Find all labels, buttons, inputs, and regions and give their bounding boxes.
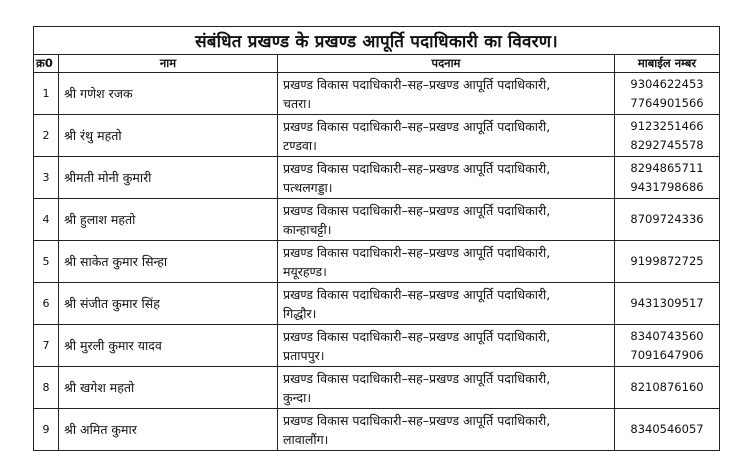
serial-number: 5: [34, 241, 59, 283]
block-name: चतरा।: [283, 95, 312, 111]
mobile-number-primary: 8340743560: [630, 328, 704, 343]
mobile-numbers: [615, 241, 720, 283]
block-name: लावालौंग।: [283, 431, 329, 447]
serial-number: 3: [34, 157, 59, 199]
designation-title: प्रखण्ड विकास पदाधिकारी–सह–प्रखण्ड आपूर्ति पदाधिकारी,: [283, 76, 551, 92]
mobile-number-secondary: 7091647906: [630, 347, 704, 362]
mobile-number-secondary: 8292745578: [630, 137, 704, 152]
block-name: टण्डवा।: [283, 137, 317, 153]
officer-table: [33, 26, 720, 451]
mobile-number-primary: 9431309517: [630, 296, 704, 310]
designation: [278, 199, 615, 241]
table-row: [34, 367, 720, 409]
officer-name: श्री रंथु महतो: [59, 115, 278, 157]
designation-title: प्रखण्ड विकास पदाधिकारी–सह–प्रखण्ड आपूर्ति पदाधिकारी,: [283, 328, 551, 344]
officer-name: श्री हुलाश महतो: [59, 199, 278, 241]
designation-title: प्रखण्ड विकास पदाधिकारी–सह–प्रखण्ड आपूर्ति पदाधिकारी,: [283, 202, 551, 218]
mobile-numbers: [615, 199, 720, 241]
designation: [278, 157, 615, 199]
serial-number: 9: [34, 409, 59, 451]
designation-title: प्रखण्ड विकास पदाधिकारी–सह–प्रखण्ड आपूर्ति पदाधिकारी,: [283, 370, 551, 386]
mobile-numbers: [615, 115, 720, 157]
mobile-number-primary: 8709724336: [630, 212, 704, 226]
table-row: [34, 283, 720, 325]
serial-number: 6: [34, 283, 59, 325]
serial-number: 4: [34, 199, 59, 241]
officer-details-document: [33, 26, 719, 451]
designation: [278, 325, 615, 367]
mobile-number-primary: 8294865711: [630, 160, 704, 175]
mobile-numbers: [615, 73, 720, 115]
designation-title: प्रखण्ड विकास पदाधिकारी–सह–प्रखण्ड आपूर्ति पदाधिकारी,: [283, 118, 551, 134]
serial-number: 1: [34, 73, 59, 115]
mobile-numbers: [615, 325, 720, 367]
officer-name: श्री मुरली कुमार यादव: [59, 325, 278, 367]
designation: [278, 115, 615, 157]
designation-title: प्रखण्ड विकास पदाधिकारी–सह–प्रखण्ड आपूर्ति पदाधिकारी,: [283, 412, 551, 428]
header-mobile: माबाईल नम्बर: [615, 55, 720, 73]
mobile-numbers: [615, 283, 720, 325]
mobile-number-secondary: 7764901566: [630, 95, 704, 110]
officer-name: श्री साकेत कुमार सिन्हा: [59, 241, 278, 283]
designation: [278, 409, 615, 451]
officer-name: श्री संजीत कुमार सिंह: [59, 283, 278, 325]
table-row: [34, 199, 720, 241]
block-name: कान्हाचट्टी।: [283, 221, 332, 237]
table-title: संबंधित प्रखण्ड के प्रखण्ड आपूर्ति पदाधिकारी का विवरण।: [34, 27, 720, 55]
mobile-number-secondary: 9431798686: [630, 179, 704, 194]
table-row: [34, 73, 720, 115]
designation: [278, 283, 615, 325]
table-body: [34, 73, 720, 451]
serial-number: 8: [34, 367, 59, 409]
officer-name: श्री गणेश रजक: [59, 73, 278, 115]
table-row: [34, 157, 720, 199]
designation-title: प्रखण्ड विकास पदाधिकारी–सह–प्रखण्ड आपूर्ति पदाधिकारी,: [283, 160, 551, 176]
designation-title: प्रखण्ड विकास पदाधिकारी–सह–प्रखण्ड आपूर्ति पदाधिकारी,: [283, 244, 551, 260]
mobile-number-primary: 9199872725: [630, 254, 704, 268]
header-row: [34, 55, 720, 73]
mobile-number-primary: 9123251466: [630, 118, 704, 133]
header-designation: पदनाम: [278, 55, 615, 73]
mobile-number-primary: 8210876160: [630, 380, 704, 394]
header-name: नाम: [59, 55, 278, 73]
designation: [278, 73, 615, 115]
block-name: मयूरहण्ड।: [283, 263, 327, 279]
mobile-numbers: [615, 367, 720, 409]
designation: [278, 367, 615, 409]
designation: [278, 241, 615, 283]
mobile-number-primary: 8340546057: [630, 422, 704, 436]
table-row: [34, 325, 720, 367]
officer-name: श्री खगेश महतो: [59, 367, 278, 409]
officer-name: श्री अमित कुमार: [59, 409, 278, 451]
mobile-numbers: [615, 157, 720, 199]
designation-title: प्रखण्ड विकास पदाधिकारी–सह–प्रखण्ड आपूर्ति पदाधिकारी,: [283, 286, 551, 302]
block-name: पत्थलगड्डा।: [283, 179, 333, 195]
block-name: गिद्धौर।: [283, 305, 317, 321]
block-name: कुन्दा।: [283, 389, 312, 405]
officer-name: श्रीमती मोनी कुमारी: [59, 157, 278, 199]
mobile-numbers: [615, 409, 720, 451]
table-row: [34, 241, 720, 283]
serial-number: 2: [34, 115, 59, 157]
header-serial: क्र0: [34, 55, 59, 73]
serial-number: 7: [34, 325, 59, 367]
table-row: [34, 409, 720, 451]
block-name: प्रतापपुर।: [283, 347, 325, 363]
mobile-number-primary: 9304622453: [630, 76, 704, 91]
table-row: [34, 115, 720, 157]
